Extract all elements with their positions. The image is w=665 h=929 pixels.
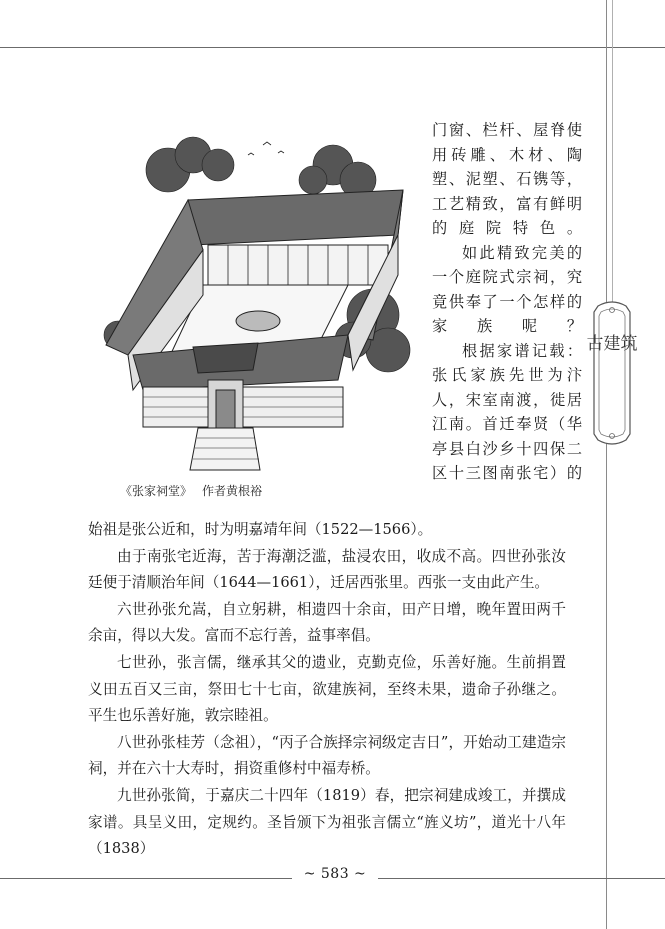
side-paragraph: 根据家谱记载：张氏家族先世为汴人，宋室南渡，徙居江南。首迁奉贤（华亭县白沙乡十四保二区十三图南张宅）的 [432,341,582,482]
body-paragraph: 六世孙张允嵩，自立躬耕，相遗四十余亩，田产日增，晚年置田两千余亩，得以大发。富而不忘行善，益事率倡。 [88,600,566,645]
margin-rule-inner [612,0,613,320]
side-paragraph: 如此精致完美的一个庭院式宗祠，究竟供奉了一个怎样的家族呢？ [432,243,582,335]
page-number: ~ 583 ~ [303,866,367,882]
main-text-column [88,517,566,863]
figure-author: 作者黄根裕 [202,484,263,498]
header-rule [0,47,665,48]
body-paragraph: 九世孙张简，于嘉庆二十四年（1819）春，把宗祠建成竣工，并撰成家谱。具呈义田，定规约。圣旨颁下为祖张言儒立“旌义坊”，道光十八年（1838） [88,786,566,858]
figure-caption [120,482,262,499]
body-paragraph: 七世孙，张言儒，继承其父的遗业，克勤克俭，乐善好施。生前捐置义田五百又三亩，祭田七十七亩，欲建族祠，至终未果，遗命子孙继之。平生也乐善好施，敦宗睦祖。 [88,653,566,725]
ancestral-hall-illustration [98,125,418,475]
footer-rule-right [378,878,665,879]
margin-rule [606,0,607,929]
side-paragraph: 门窗、栏杆、屋脊使用砖雕、木材、陶塑、泥塑、石镌等，工艺精致，富有鲜明的庭院特色。 [432,121,582,237]
section-tab-frame [584,300,640,446]
section-tab-label: 古建筑 [586,334,638,354]
side-text-column [432,118,582,486]
body-paragraph: 始祖是张公近和，时为明嘉靖年间（1522—1566）。 [88,521,433,538]
body-paragraph: 由于南张宅近海，苦于海潮泛滥，盐浸农田，收成不高。四世孙张汝廷便于清顺治年间（1644—1661），迁居西张里。西张一支由此产生。 [88,547,566,592]
body-paragraph: 八世孙张桂芳（念祖），“丙子合族择宗祠级定吉日”，开始动工建造宗祠，并在六十大寿时，捐资重修村中福寿桥。 [88,733,566,778]
footer-rule-left [0,878,292,879]
figure-title: 《张家祠堂》 [120,484,193,498]
